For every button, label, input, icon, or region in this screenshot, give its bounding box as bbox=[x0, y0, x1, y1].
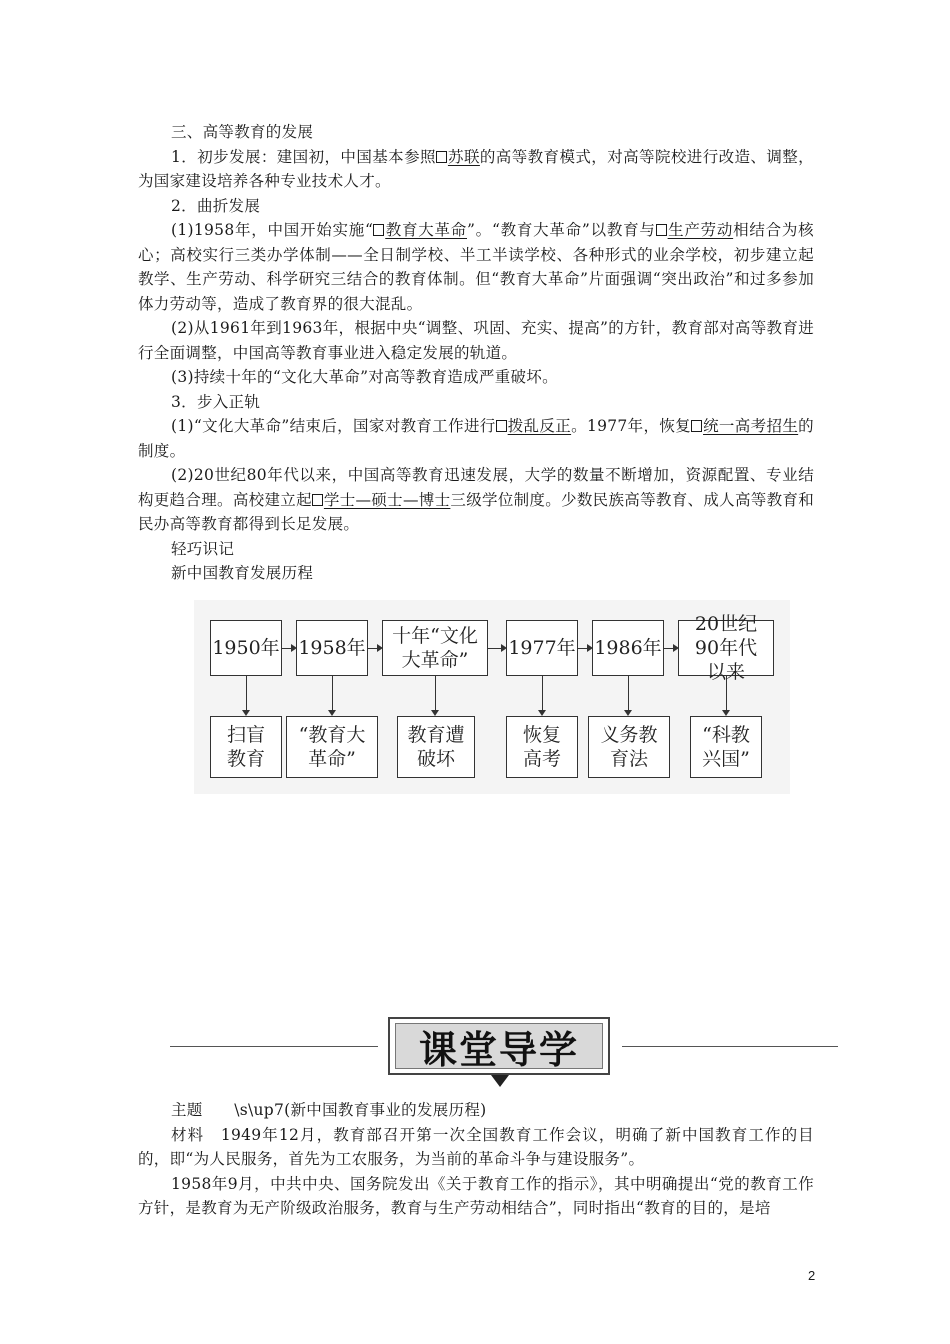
answer-blank bbox=[373, 221, 467, 239]
answer-blank bbox=[312, 491, 450, 509]
answer-text: 教育大革命 bbox=[385, 221, 467, 239]
blank-box-icon bbox=[691, 420, 702, 432]
timeline-event-box: 恢复高考 bbox=[506, 716, 578, 778]
timeline-year-box: 1950年 bbox=[210, 620, 282, 676]
text-run: 相结合为核心；高校实行三类办学体制——全日制学校、半工半读学校、各种形式的业余学校，初步建立起教学、生产劳动、科学研究三结合的教育体制。但“教育大革命”片面强调“突出政治”和过多参加体力劳动等，造成了教育界的很大混乱。 bbox=[138, 221, 814, 313]
arrow-down-icon bbox=[542, 676, 543, 714]
timeline-figure bbox=[194, 600, 790, 794]
paragraph-1980s bbox=[138, 463, 814, 537]
subheading-3: 3．步入正轨 bbox=[171, 392, 261, 411]
text-run: (2)20世纪80年代以来，中国高等教育迅速发展，大学的数量不断增加，资源配置、专业结构更趋合理。高校建立起 bbox=[138, 466, 814, 509]
section-heading: 三、高等教育的发展 bbox=[171, 123, 314, 141]
arrow-down-icon bbox=[332, 676, 333, 714]
timeline-year-box: 20世纪90年代以来 bbox=[678, 620, 774, 676]
paragraph-1977 bbox=[138, 414, 814, 463]
lesson-text bbox=[138, 1098, 814, 1221]
arrow-down-icon bbox=[246, 676, 247, 714]
figure-title: 新中国教育发展历程 bbox=[171, 564, 314, 582]
timeline-year-box: 1986年 bbox=[592, 620, 664, 676]
triangle-down-icon bbox=[491, 1075, 509, 1087]
answer-text: 学士—硕士—博士 bbox=[323, 490, 451, 509]
text-run: (1)1958年，中国开始实施“ bbox=[171, 221, 374, 239]
arrow-right-icon bbox=[368, 648, 381, 649]
divider bbox=[170, 1046, 378, 1047]
material-1949: 材料 1949年12月，教育部召开第一次全国教育工作会议，明确了新中国教育工作的目的，即“为人民服务，首先为工农服务，为当前的革命斗争与建设服务”。 bbox=[138, 1125, 814, 1168]
blank-box-icon bbox=[656, 224, 667, 236]
text-run: (1)“文化大革命”结束后，国家对教育工作进行 bbox=[171, 417, 496, 435]
blank-box-icon bbox=[312, 494, 323, 506]
text-run: 三级学位制度。少数民族高等教育、成人高等教育和民办高等教育都得到长足发展。 bbox=[138, 490, 814, 533]
arrow-right-icon bbox=[664, 648, 677, 649]
answer-text: 统一高考招生 bbox=[703, 417, 799, 435]
arrow-right-icon bbox=[578, 648, 591, 649]
paragraph-initial bbox=[138, 145, 814, 194]
arrow-down-icon bbox=[435, 676, 436, 714]
page-number: 2 bbox=[808, 1268, 816, 1283]
banner-title: 课堂导学 bbox=[395, 1023, 603, 1069]
section-banner bbox=[388, 1017, 610, 1075]
answer-text: 生产劳动 bbox=[667, 221, 734, 239]
paragraph-cultural-revolution: (3)持续十年的“文化大革命”对高等教育造成严重破坏。 bbox=[171, 368, 558, 386]
text-run: ”。“教育大革命”以教育与 bbox=[467, 221, 656, 239]
timeline-event-box: 教育遭破坏 bbox=[397, 716, 475, 778]
subheading-2: 2．曲折发展 bbox=[171, 196, 261, 215]
timeline-year-box: 1977年 bbox=[506, 620, 578, 676]
timeline-event-box: 义务教育法 bbox=[588, 716, 670, 778]
arrow-down-icon bbox=[726, 676, 727, 714]
timeline-event-box: “教育大革命” bbox=[286, 716, 378, 778]
material-1958: 1958年9月，中共中央、国务院发出《关于教育工作的指示》，其中明确提出“党的教育工作方针，是教育为无产阶级政治服务，教育与生产劳动相结合”，同时指出“教育的目的，是培 bbox=[138, 1174, 814, 1217]
timeline-event-box: “科教兴国” bbox=[690, 716, 762, 778]
answer-blank bbox=[656, 221, 734, 239]
timeline-year-box: 1958年 bbox=[296, 620, 368, 676]
answer-text: 苏联 bbox=[447, 147, 480, 166]
text-run: 1．初步发展：建国初，中国基本参照 bbox=[171, 147, 436, 166]
text-run: 的高等教育模式，对高等院校进行改造、调整，为国家建设培养各种专业技术人才。 bbox=[138, 147, 814, 190]
arrow-right-icon bbox=[282, 648, 295, 649]
answer-blank bbox=[496, 417, 571, 435]
answer-text: 拨乱反正 bbox=[507, 417, 572, 435]
answer-blank bbox=[436, 148, 480, 166]
timeline-year-box: 十年“文化大革命” bbox=[382, 620, 488, 676]
arrow-down-icon bbox=[628, 676, 629, 714]
lesson-topic: 主题 \s\up7(新中国教育事业的发展历程) bbox=[171, 1101, 487, 1119]
text-run: 的制度。 bbox=[138, 417, 814, 460]
blank-box-icon bbox=[373, 224, 384, 236]
paragraph-1958 bbox=[138, 218, 814, 316]
blank-box-icon bbox=[496, 420, 507, 432]
answer-blank bbox=[691, 417, 798, 435]
text-run: 。1977年，恢复 bbox=[571, 417, 692, 435]
blank-box-icon bbox=[436, 151, 447, 163]
timeline-event-box: 扫盲教育 bbox=[210, 716, 282, 778]
arrow-right-icon bbox=[488, 648, 505, 649]
section-text bbox=[138, 120, 814, 586]
tip-label: 轻巧识记 bbox=[171, 539, 235, 558]
paragraph-1961: (2)从1961年到1963年，根据中央“调整、巩固、充实、提高”的方针，教育部对高等教育进行全面调整，中国高等教育事业进入稳定发展的轨道。 bbox=[138, 319, 814, 362]
divider bbox=[622, 1046, 838, 1047]
